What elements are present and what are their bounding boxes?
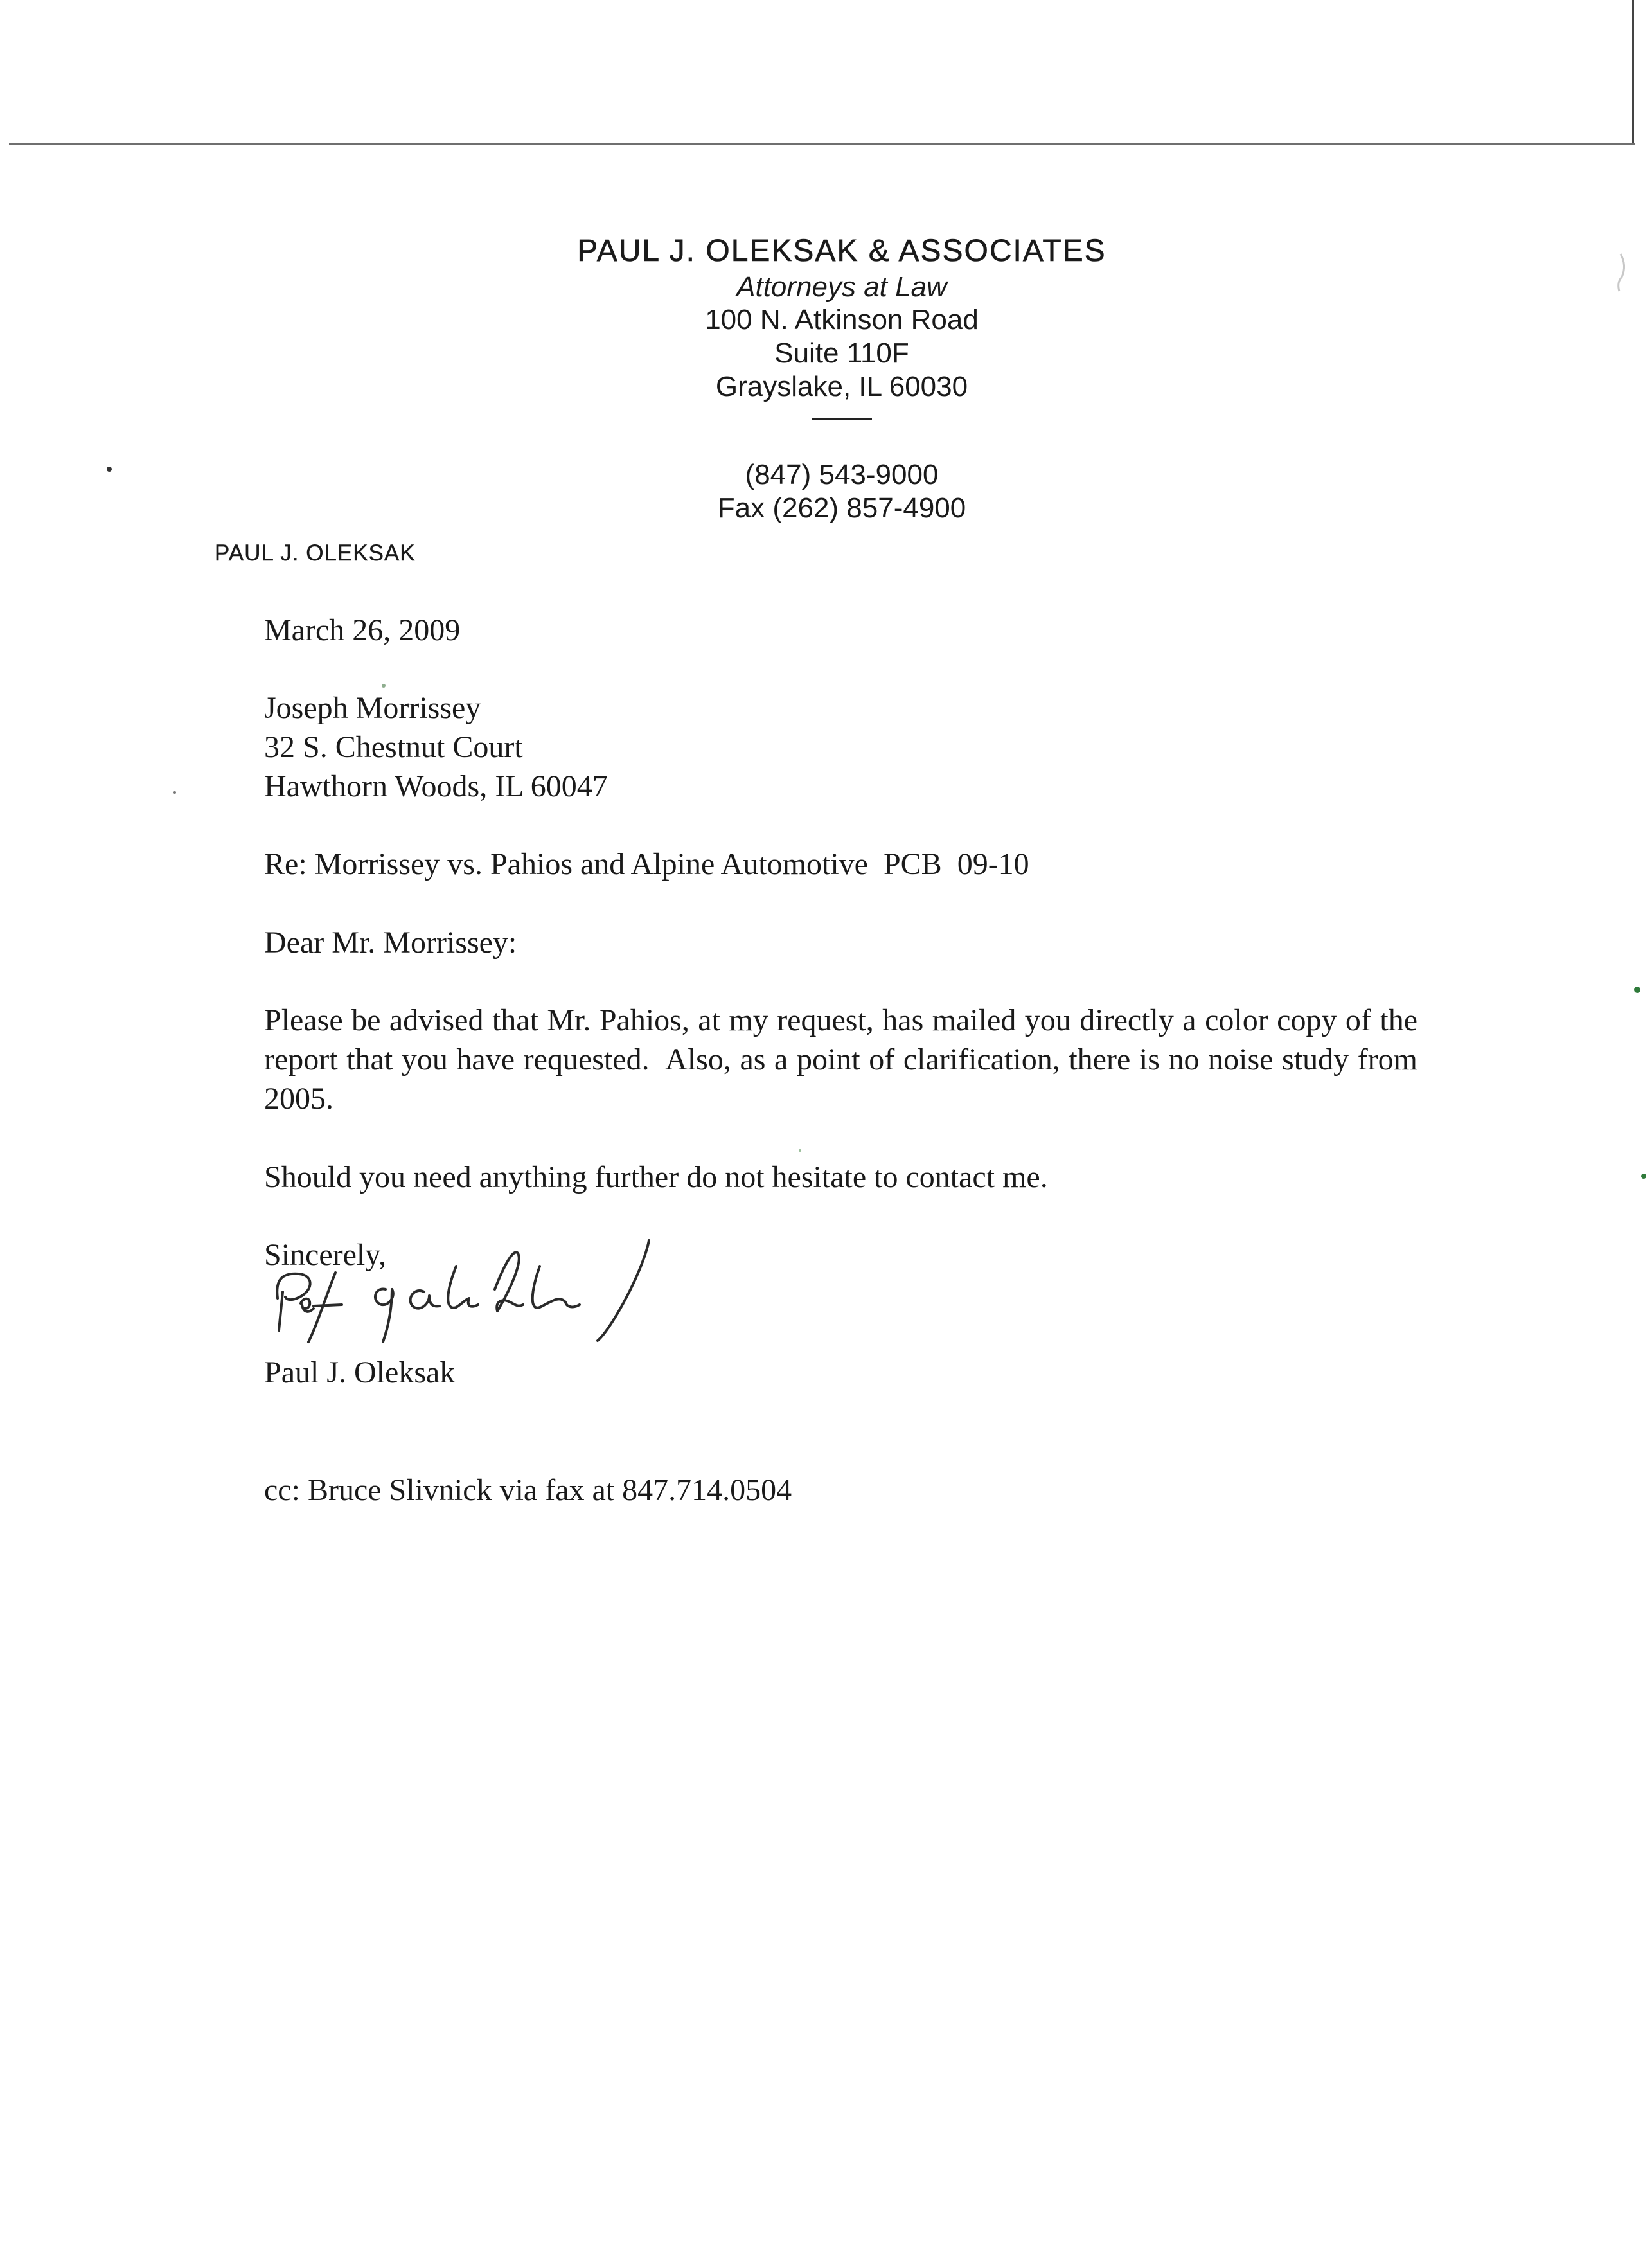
partner-name: PAUL J. OLEKSAK bbox=[215, 541, 416, 566]
firm-name: PAUL J. OLEKSAK & ASSOCIATES bbox=[577, 234, 1106, 268]
body-paragraph-1: Please be advised that Mr. Pahios, at my request, has mailed you directly a color copy of the report that you have requested. Also, as a point of clarification, there is no noise study from 2005. bbox=[264, 1003, 1425, 1116]
letter-date: March 26, 2009 bbox=[264, 613, 461, 647]
cc-line: cc: Bruce Slivnick via fax at 847.714.0504 bbox=[264, 1473, 792, 1507]
body-paragraph-2: Should you need anything further do not hesitate to contact me. bbox=[264, 1160, 1048, 1194]
letterhead bbox=[0, 231, 1652, 525]
recipient-street: 32 S. Chestnut Court bbox=[264, 730, 523, 764]
handwritten-signature bbox=[263, 1228, 675, 1356]
address-street: 100 N. Atkinson Road bbox=[705, 304, 979, 335]
firm-fax: Fax (262) 857-4900 bbox=[717, 492, 966, 524]
scan-page-edge bbox=[1632, 0, 1634, 143]
signer-name: Paul J. Oleksak bbox=[264, 1355, 456, 1390]
firm-phone: (847) 543-9000 bbox=[745, 459, 939, 490]
salutation: Dear Mr. Morrissey: bbox=[264, 926, 517, 960]
recipient-name: Joseph Morrissey bbox=[264, 691, 481, 725]
re-line: Re: Morrissey vs. Pahios and Alpine Automotive PCB 09-10 bbox=[264, 847, 1029, 881]
recipient-city: Hawthorn Woods, IL 60047 bbox=[264, 769, 608, 803]
closing: Sincerely, bbox=[264, 1238, 387, 1272]
scan-fold-line bbox=[9, 143, 1635, 145]
address-city: Grayslake, IL 60030 bbox=[715, 371, 968, 402]
address-suite: Suite 110F bbox=[774, 337, 909, 369]
letterhead-divider bbox=[812, 418, 872, 420]
firm-tagline: Attorneys at Law bbox=[736, 271, 947, 303]
